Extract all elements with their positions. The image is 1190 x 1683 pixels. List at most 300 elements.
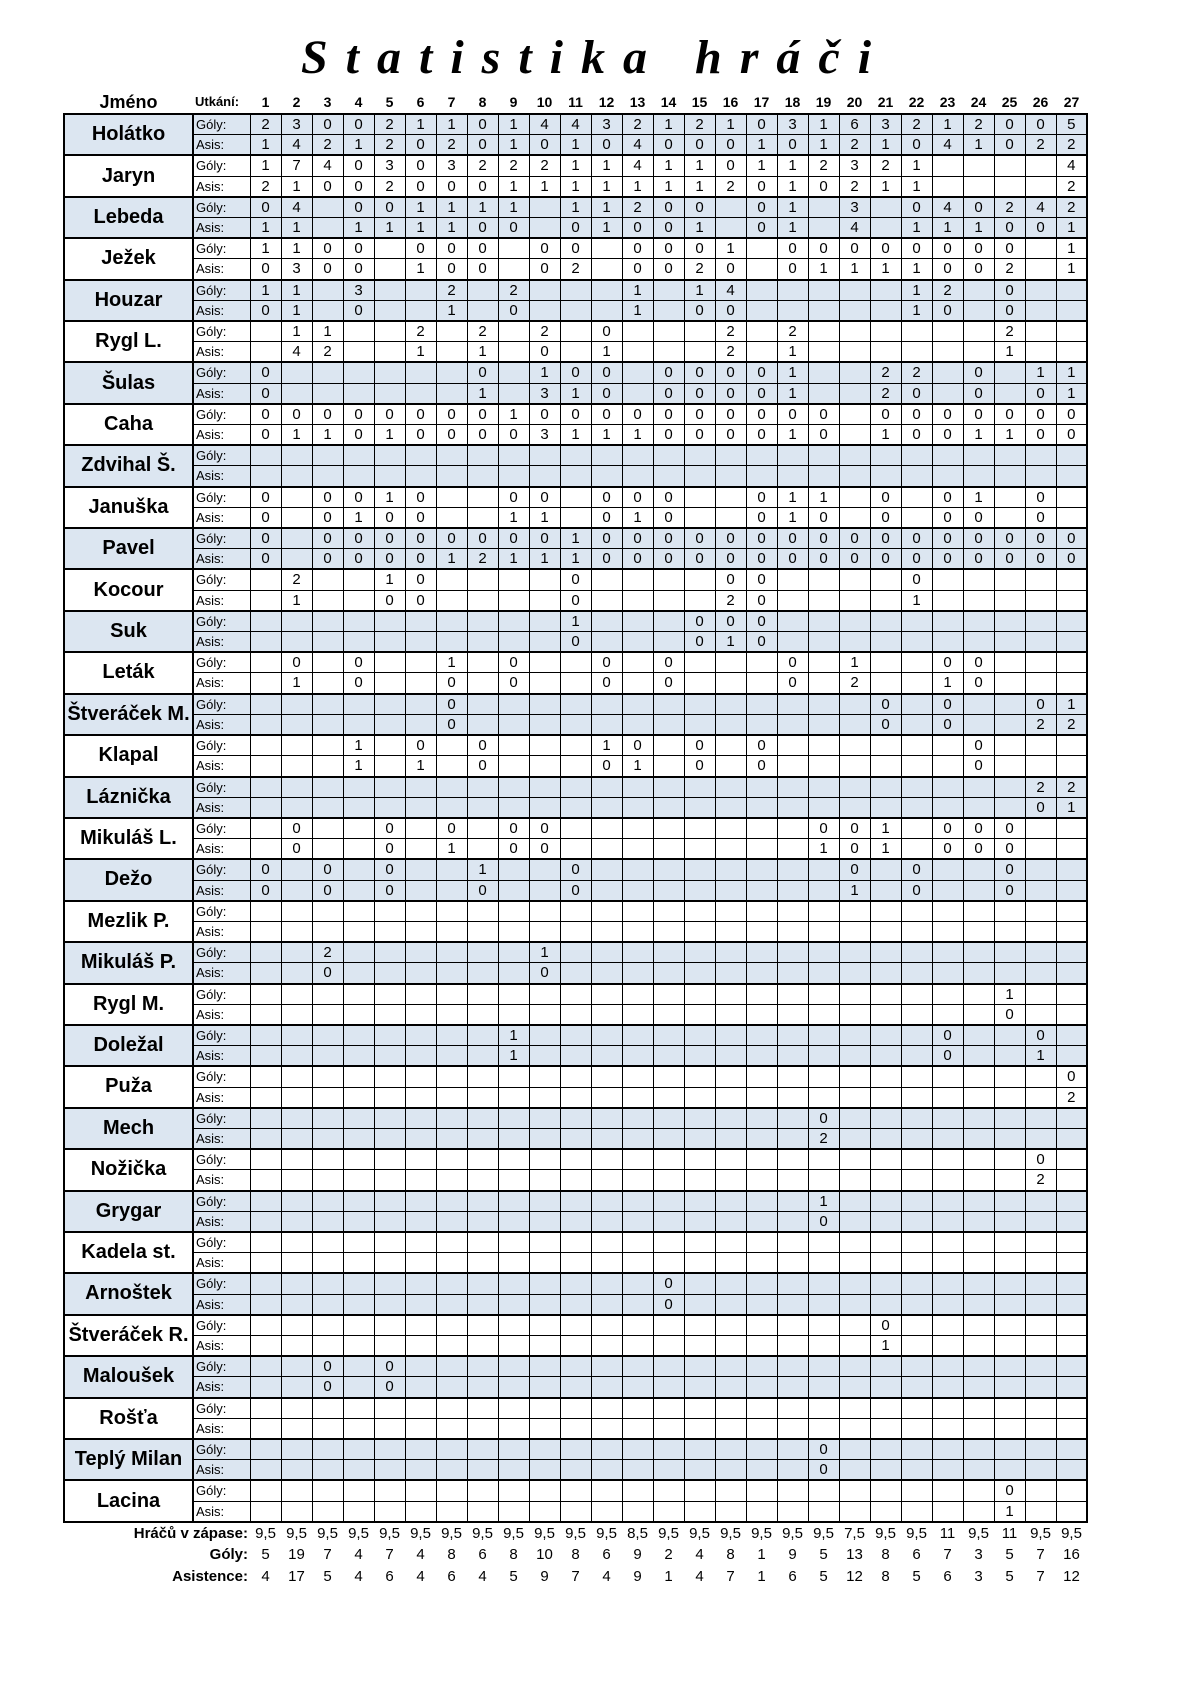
goals-cell: 0 <box>312 1356 343 1377</box>
assists-cell <box>250 1211 281 1232</box>
assists-cell: 0 <box>715 259 746 280</box>
assists-cell <box>963 300 994 321</box>
assists-cell <box>312 1004 343 1025</box>
assists-cell: 0 <box>591 549 622 570</box>
goals-cell <box>715 487 746 508</box>
total-assists-cell: 4 <box>416 1567 425 1585</box>
assists-cell: 0 <box>436 259 467 280</box>
goals-cell <box>777 1191 808 1212</box>
assists-cell: 1 <box>405 756 436 777</box>
total-goals-cell: 13 <box>846 1546 863 1564</box>
goals-cell <box>374 1273 405 1294</box>
assists-cell <box>684 342 715 363</box>
assists-cell: 0 <box>684 135 715 156</box>
assists-cell <box>1056 673 1087 694</box>
assists-cell: 0 <box>746 549 777 570</box>
assists-cell <box>529 466 560 487</box>
goals-cell <box>715 694 746 715</box>
assists-cell: 0 <box>839 839 870 860</box>
assists-cell <box>405 1460 436 1481</box>
goals-cell <box>715 818 746 839</box>
goals-cell <box>343 1025 374 1046</box>
goals-cell <box>250 694 281 715</box>
total-goals-cell: 6 <box>602 1546 611 1564</box>
assists-cell <box>281 880 312 901</box>
assists-cell: 1 <box>932 673 963 694</box>
assists-cell <box>498 797 529 818</box>
goals-cell <box>684 445 715 466</box>
goals-cell <box>529 197 560 218</box>
goals-cell <box>777 735 808 756</box>
goals-cell <box>870 859 901 880</box>
assists-cell <box>839 756 870 777</box>
assists-cell <box>653 1418 684 1439</box>
player-assists-row <box>64 425 1087 446</box>
goals-cell: 1 <box>374 487 405 508</box>
goals-cell <box>591 1191 622 1212</box>
assists-cell <box>746 1377 777 1398</box>
assists-cell: 1 <box>250 135 281 156</box>
goals-cell: 0 <box>250 197 281 218</box>
goals-cell <box>808 652 839 673</box>
goals-cell <box>870 1149 901 1170</box>
goals-cell <box>436 445 467 466</box>
assists-cell: 0 <box>529 839 560 860</box>
assists-cell <box>312 921 343 942</box>
assists-cell <box>467 590 498 611</box>
player-name: Teplý Milan <box>64 1439 193 1480</box>
goals-cell <box>715 1108 746 1129</box>
goals-cell <box>653 1356 684 1377</box>
assists-cell <box>467 1087 498 1108</box>
assists-cell <box>405 1128 436 1149</box>
goals-cell <box>653 984 684 1005</box>
assists-cell <box>684 1128 715 1149</box>
goals-cell: 0 <box>436 694 467 715</box>
goals-cell <box>312 445 343 466</box>
goals-cell <box>250 818 281 839</box>
assists-cell <box>870 963 901 984</box>
goals-cell <box>312 735 343 756</box>
goals-cell <box>405 280 436 301</box>
assists-cell: 1 <box>963 135 994 156</box>
goals-cell <box>777 1273 808 1294</box>
assists-cell <box>622 839 653 860</box>
goals-cell <box>932 1191 963 1212</box>
goals-cell <box>529 652 560 673</box>
assists-cell <box>1056 466 1087 487</box>
goals-cell <box>591 1398 622 1419</box>
assists-cell <box>312 797 343 818</box>
match-number: 18 <box>784 94 801 110</box>
goals-cell <box>746 901 777 922</box>
assists-cell <box>808 300 839 321</box>
assists-cell <box>653 1211 684 1232</box>
assists-cell <box>901 1377 932 1398</box>
players-in-match-cell: 8,5 <box>627 1524 648 1542</box>
assists-cell <box>560 673 591 694</box>
assists-cell: 0 <box>405 425 436 446</box>
assists-cell <box>343 1128 374 1149</box>
total-assists-row <box>64 1566 1087 1588</box>
goals-cell <box>281 984 312 1005</box>
assists-cell <box>467 714 498 735</box>
goals-cell <box>405 1108 436 1129</box>
goals-cell <box>1025 859 1056 880</box>
goals-cell <box>1056 280 1087 301</box>
goals-cell <box>498 984 529 1005</box>
goals-cell <box>467 1439 498 1460</box>
goals-cell <box>870 569 901 590</box>
assists-cell: 2 <box>374 176 405 197</box>
assists-cell: 0 <box>994 1004 1025 1025</box>
assists-cell <box>436 1004 467 1025</box>
assists-cell <box>808 1087 839 1108</box>
goals-cell <box>963 694 994 715</box>
goals-cell <box>343 777 374 798</box>
assists-cell <box>281 507 312 528</box>
assists-cell <box>250 714 281 735</box>
goals-cell: 2 <box>901 362 932 383</box>
goals-cell: 0 <box>498 528 529 549</box>
assists-cell: 0 <box>808 549 839 570</box>
assists-cell: 0 <box>591 507 622 528</box>
assists-cell: 1 <box>281 590 312 611</box>
goals-cell <box>560 280 591 301</box>
assists-cell <box>746 963 777 984</box>
goals-cell <box>436 984 467 1005</box>
goals-cell: 3 <box>777 114 808 135</box>
goals-cell <box>529 1066 560 1087</box>
goals-cell <box>467 611 498 632</box>
goals-cell <box>901 1315 932 1336</box>
assists-cell <box>529 1377 560 1398</box>
goals-cell <box>622 694 653 715</box>
assists-cell <box>250 1501 281 1522</box>
assists-cell <box>684 1294 715 1315</box>
assists-cell: 0 <box>777 259 808 280</box>
assists-cell: 0 <box>684 632 715 653</box>
assists-cell <box>1056 1211 1087 1232</box>
assists-cell <box>622 963 653 984</box>
assists-cell <box>1025 1253 1056 1274</box>
assists-cell <box>281 549 312 570</box>
goals-cell <box>963 1025 994 1046</box>
goals-cell <box>374 362 405 383</box>
goals-cell <box>529 694 560 715</box>
goals-cell <box>777 777 808 798</box>
goals-cell: 0 <box>932 818 963 839</box>
goals-cell <box>250 652 281 673</box>
assists-cell <box>281 1170 312 1191</box>
goals-label: Góly: <box>193 528 250 549</box>
assists-cell: 0 <box>343 176 374 197</box>
assists-cell <box>591 259 622 280</box>
goals-label: Góly: <box>193 197 250 218</box>
assists-cell: 1 <box>498 549 529 570</box>
goals-cell <box>343 1108 374 1129</box>
goals-cell <box>591 984 622 1005</box>
assists-cell: 1 <box>963 425 994 446</box>
assists-cell <box>343 880 374 901</box>
goals-cell <box>839 362 870 383</box>
goals-cell <box>901 611 932 632</box>
assists-cell <box>746 342 777 363</box>
assists-cell <box>1025 1501 1056 1522</box>
assists-cell <box>467 1004 498 1025</box>
assists-cell: 1 <box>870 1335 901 1356</box>
assists-cell: 0 <box>560 632 591 653</box>
goals-cell <box>529 859 560 880</box>
assists-cell <box>560 1004 591 1025</box>
assists-cell: 0 <box>777 549 808 570</box>
goals-cell: 1 <box>591 155 622 176</box>
goals-cell <box>591 569 622 590</box>
goals-cell <box>932 362 963 383</box>
goals-cell <box>467 1356 498 1377</box>
assists-cell: 0 <box>343 549 374 570</box>
players-in-match-cell: 9,5 <box>968 1524 989 1542</box>
goals-label: Góly: <box>193 238 250 259</box>
assists-cell <box>312 383 343 404</box>
player-goals-row <box>64 362 1087 383</box>
assists-cell <box>591 1087 622 1108</box>
goals-cell <box>653 1398 684 1419</box>
goals-cell <box>1056 1108 1087 1129</box>
assists-cell <box>1056 507 1087 528</box>
player-assists-row <box>64 839 1087 860</box>
goals-cell <box>870 777 901 798</box>
player-assists-row <box>64 590 1087 611</box>
goals-cell: 0 <box>1025 1149 1056 1170</box>
goals-cell <box>436 611 467 632</box>
player-assists-row <box>64 507 1087 528</box>
total-goals-cell: 7 <box>943 1546 952 1564</box>
player-assists-row <box>64 342 1087 363</box>
goals-cell: 0 <box>994 404 1025 425</box>
goals-cell <box>994 1025 1025 1046</box>
player-goals-row <box>64 1025 1087 1046</box>
goals-cell <box>1056 445 1087 466</box>
assists-cell <box>560 921 591 942</box>
goals-cell: 0 <box>467 528 498 549</box>
assists-cell <box>250 342 281 363</box>
goals-cell <box>963 1066 994 1087</box>
goals-cell <box>901 818 932 839</box>
total-assists-cell: 7 <box>1036 1567 1045 1585</box>
assists-cell <box>715 1294 746 1315</box>
player-assists-row <box>64 1170 1087 1191</box>
goals-cell <box>281 362 312 383</box>
goals-cell <box>684 321 715 342</box>
assists-cell <box>343 797 374 818</box>
assists-cell: 0 <box>250 425 281 446</box>
assists-cell <box>560 839 591 860</box>
assists-cell <box>994 590 1025 611</box>
goals-cell <box>374 1108 405 1129</box>
goals-cell <box>281 1149 312 1170</box>
goals-cell <box>374 777 405 798</box>
goals-cell <box>870 942 901 963</box>
total-goals-cell: 8 <box>881 1546 890 1564</box>
goals-cell <box>963 859 994 880</box>
goals-cell: 0 <box>777 404 808 425</box>
assists-cell <box>591 880 622 901</box>
players-in-match-cell: 9,5 <box>317 1524 338 1542</box>
assists-cell <box>653 1377 684 1398</box>
assists-cell: 2 <box>312 342 343 363</box>
goals-cell <box>436 1356 467 1377</box>
assists-cell <box>374 1501 405 1522</box>
goals-cell <box>715 197 746 218</box>
goals-cell <box>932 1315 963 1336</box>
assists-cell <box>281 921 312 942</box>
goals-cell <box>312 1025 343 1046</box>
goals-cell <box>808 942 839 963</box>
assists-cell <box>591 963 622 984</box>
assists-cell <box>1056 1170 1087 1191</box>
assists-cell: 0 <box>343 259 374 280</box>
assists-cell <box>436 963 467 984</box>
assists-cell <box>932 1253 963 1274</box>
assists-cell <box>746 1294 777 1315</box>
goals-cell: 0 <box>467 238 498 259</box>
assists-label: Asis: <box>193 1004 250 1025</box>
assists-cell <box>870 756 901 777</box>
goals-cell <box>250 1398 281 1419</box>
goals-cell <box>715 445 746 466</box>
assists-cell <box>436 1253 467 1274</box>
goals-cell <box>281 942 312 963</box>
goals-cell: 0 <box>343 114 374 135</box>
goals-cell <box>560 652 591 673</box>
assists-cell: 0 <box>901 880 932 901</box>
assists-cell: 0 <box>746 176 777 197</box>
players-in-match-cell: 7,5 <box>844 1524 865 1542</box>
assists-cell: 1 <box>467 383 498 404</box>
goals-cell: 1 <box>498 197 529 218</box>
goals-cell: 0 <box>405 238 436 259</box>
assists-cell <box>777 590 808 611</box>
goals-cell <box>653 321 684 342</box>
goals-label: Góly: <box>193 487 250 508</box>
total-goals-cell: 8 <box>509 1546 518 1564</box>
assists-cell <box>529 218 560 239</box>
assists-cell: 1 <box>560 383 591 404</box>
assists-cell <box>932 921 963 942</box>
goals-cell <box>870 901 901 922</box>
goals-cell: 0 <box>498 818 529 839</box>
goals-cell <box>839 1356 870 1377</box>
assists-cell <box>591 1294 622 1315</box>
assists-cell <box>498 1170 529 1191</box>
assists-label: Asis: <box>193 1253 250 1274</box>
assists-cell: 0 <box>808 425 839 446</box>
goals-cell <box>870 1108 901 1129</box>
assists-cell <box>498 1004 529 1025</box>
assists-cell <box>653 756 684 777</box>
goals-cell <box>901 1398 932 1419</box>
goals-cell <box>560 445 591 466</box>
goals-cell <box>436 1439 467 1460</box>
assists-cell <box>901 632 932 653</box>
goals-cell: 1 <box>808 1191 839 1212</box>
assists-cell: 1 <box>529 549 560 570</box>
assists-cell <box>870 1170 901 1191</box>
assists-cell: 3 <box>529 425 560 446</box>
assists-cell: 0 <box>436 425 467 446</box>
assists-cell <box>901 1170 932 1191</box>
goals-cell <box>498 1315 529 1336</box>
assists-cell: 0 <box>498 673 529 694</box>
assists-cell <box>653 1501 684 1522</box>
assists-cell <box>746 1501 777 1522</box>
assists-cell <box>591 1335 622 1356</box>
goals-cell <box>746 652 777 673</box>
assists-cell <box>901 1253 932 1274</box>
goals-cell <box>622 1066 653 1087</box>
player-goals-row <box>64 155 1087 176</box>
goals-cell <box>560 1398 591 1419</box>
player-assists-row <box>64 1087 1087 1108</box>
assists-cell <box>312 839 343 860</box>
assists-cell <box>684 1253 715 1274</box>
players-in-match-cell: 9,5 <box>875 1524 896 1542</box>
assists-cell: 1 <box>560 135 591 156</box>
total-assists-cell: 6 <box>943 1567 952 1585</box>
total-assists-cell: 7 <box>726 1567 735 1585</box>
assists-cell <box>684 714 715 735</box>
assists-cell <box>653 963 684 984</box>
goals-cell: 1 <box>746 155 777 176</box>
goals-cell: 1 <box>436 652 467 673</box>
assists-cell <box>1025 1004 1056 1025</box>
assists-cell: 1 <box>591 342 622 363</box>
goals-cell: 0 <box>684 735 715 756</box>
assists-cell <box>901 1046 932 1067</box>
assists-cell: 0 <box>808 1460 839 1481</box>
match-number: 22 <box>908 94 925 110</box>
goals-cell <box>839 1191 870 1212</box>
goals-cell <box>994 1356 1025 1377</box>
assists-cell <box>994 1335 1025 1356</box>
goals-cell <box>498 901 529 922</box>
goals-label: Góly: <box>193 1191 250 1212</box>
assists-cell <box>529 1294 560 1315</box>
assists-cell: 0 <box>467 880 498 901</box>
assists-cell: 1 <box>343 218 374 239</box>
goals-cell <box>281 528 312 549</box>
goals-cell <box>808 859 839 880</box>
assists-cell <box>591 1004 622 1025</box>
header-row <box>64 91 1087 114</box>
goals-cell <box>963 942 994 963</box>
goals-cell <box>1056 859 1087 880</box>
assists-cell: 2 <box>1056 1087 1087 1108</box>
goals-cell: 0 <box>653 487 684 508</box>
goals-cell <box>839 1149 870 1170</box>
goals-cell <box>622 1273 653 1294</box>
goals-cell <box>343 1191 374 1212</box>
goals-cell <box>436 1025 467 1046</box>
assists-cell <box>653 714 684 735</box>
assists-cell <box>684 880 715 901</box>
goals-cell <box>715 1398 746 1419</box>
goals-cell <box>498 321 529 342</box>
player-goals-row <box>64 238 1087 259</box>
goals-cell <box>963 445 994 466</box>
assists-cell: 0 <box>746 383 777 404</box>
